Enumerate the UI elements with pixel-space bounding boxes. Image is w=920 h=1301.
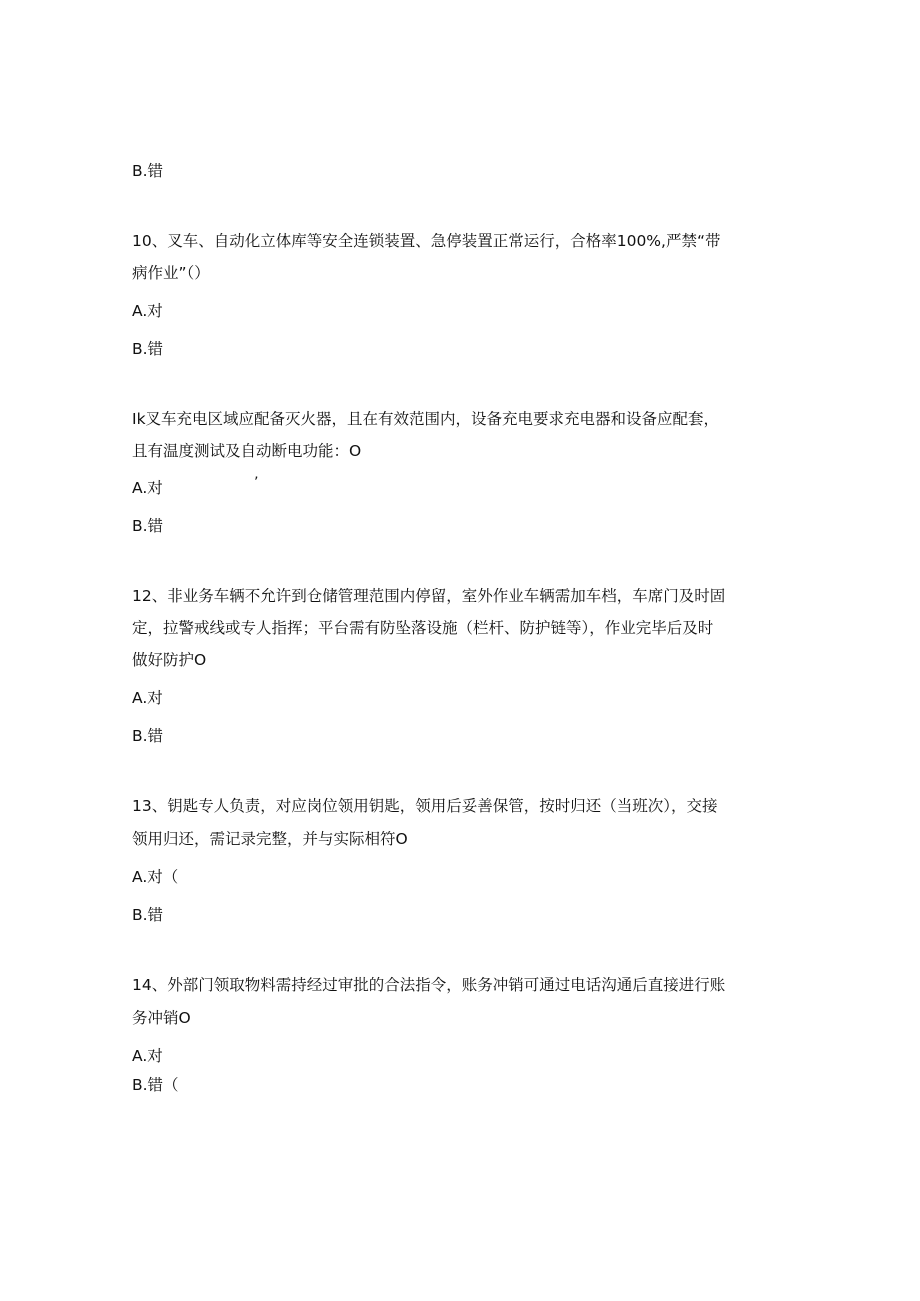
stray-mark: ’ [254, 475, 259, 491]
q9-option-b: B.错 [132, 162, 164, 180]
q10-option-b: B.错 [132, 340, 164, 358]
q14-text-line-1: 14、外部门领取物料需持经过审批的合法指令，账务冲销可通过电话沟通后直接进行账 [132, 976, 726, 994]
q12-option-b: B.错 [132, 727, 164, 745]
q14-text-line-2: 务冲销O [132, 1009, 191, 1027]
q13-option-a: A.对（ [132, 868, 179, 886]
q12-text-line-1: 12、非业务车辆不允许到仓储管理范围内停留，室外作业车辆需加车档，车席门及时固 [132, 587, 726, 605]
q11-text-line-2: 且有温度测试及自动断电功能：O [132, 442, 362, 460]
q12-text-line-2: 定，拉警戒线或专人指挥；平台需有防坠落设施（栏杆、防护链等），作业完毕后及时 [132, 619, 714, 637]
q10-option-a: A.对 [132, 302, 163, 320]
q14-option-a: A.对 [132, 1047, 163, 1065]
q13-option-b: B.错 [132, 906, 164, 924]
q11-option-b: B.错 [132, 517, 164, 535]
q11-option-a: A.对 [132, 479, 163, 497]
q10-text-line-2: 病作业”（） [132, 264, 210, 282]
q13-text-line-2: 领用归还，需记录完整，并与实际相符O [132, 830, 408, 848]
q14-option-b: B.错（ [132, 1076, 179, 1094]
q13-text-line-1: 13、钥匙专人负责，对应岗位领用钥匙，领用后妥善保管，按时归还（当班次），交接 [132, 797, 718, 815]
q12-option-a: A.对 [132, 689, 163, 707]
q12-text-line-3: 做好防护O [132, 651, 207, 669]
q10-text-line-1: 10、叉车、自动化立体库等安全连锁装置、急停装置正常运行，合格率100%,严禁“带 [132, 232, 721, 250]
q11-text-line-1: Ik叉车充电区域应配备灭火器，且在有效范围内，设备充电要求充电器和设备应配套， [132, 410, 720, 428]
